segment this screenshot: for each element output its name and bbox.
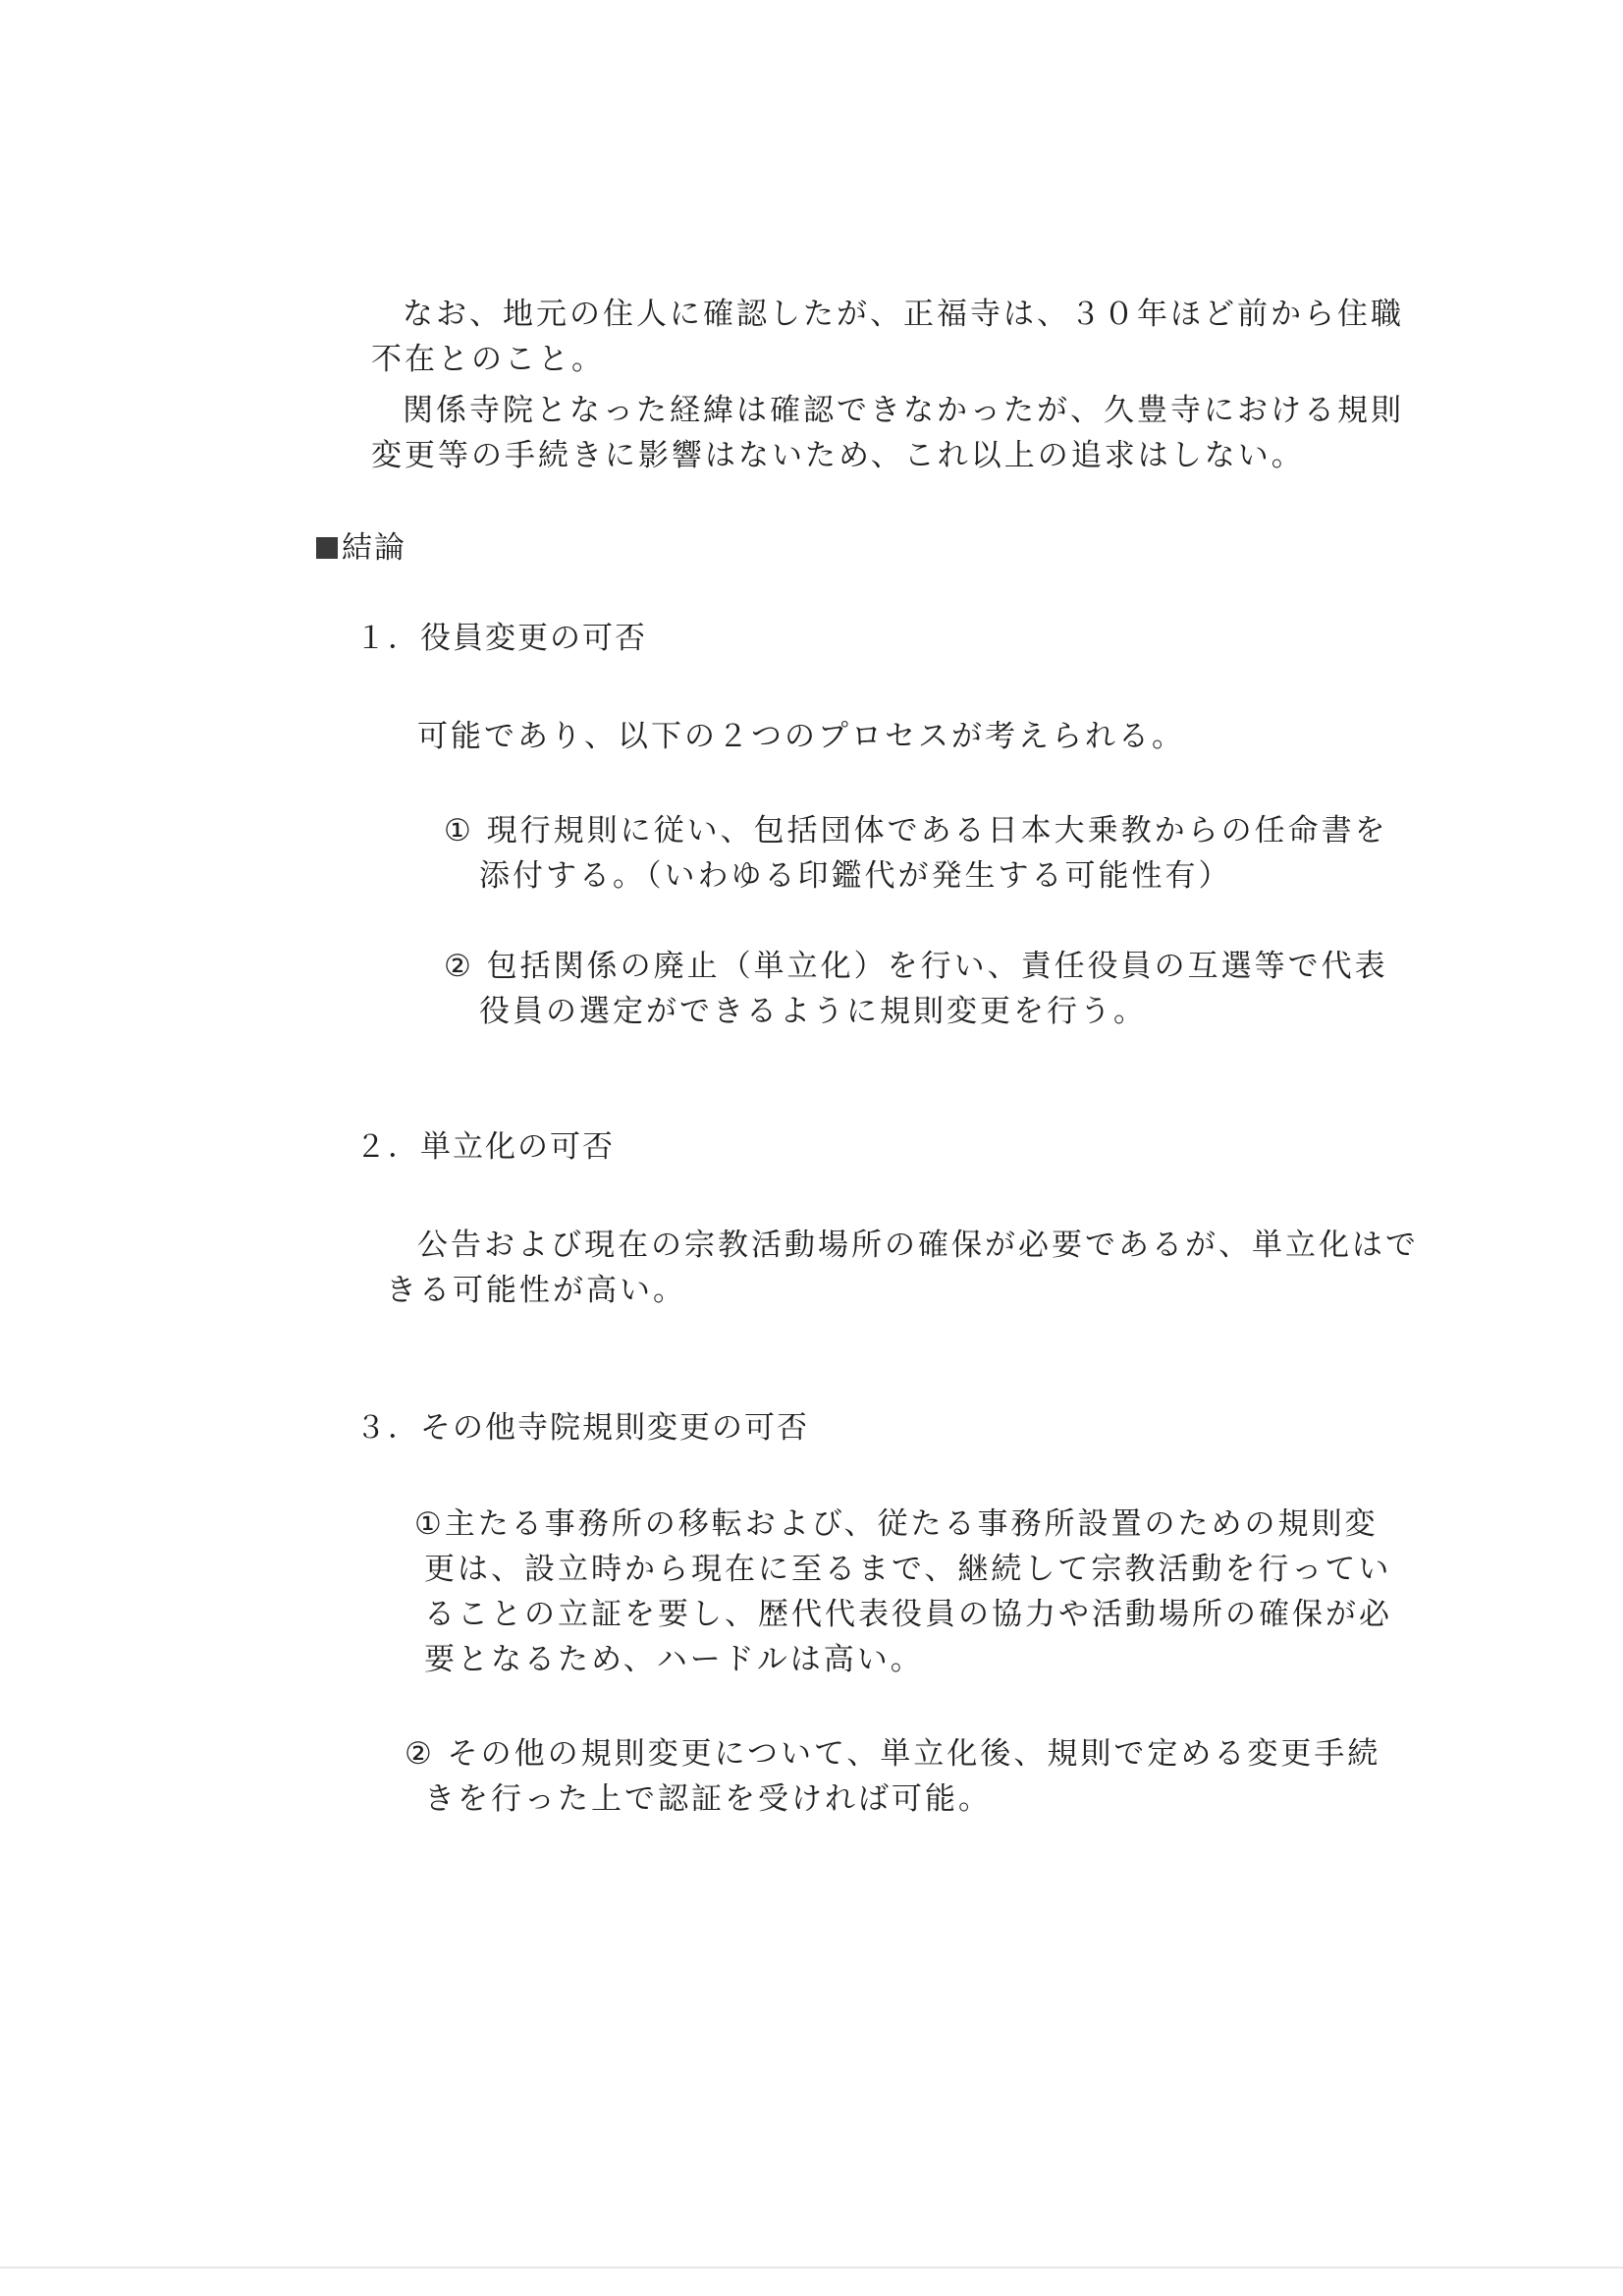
section-2-heading: ２．単立化の可否 xyxy=(355,1129,615,1165)
section-3-item-1-line-1: ①主たる事務所の移転および、従たる事務所設置のための規則変 xyxy=(414,1506,1379,1542)
section-3-item-2-line-1: ② その他の規則変更について、単立化後、規則で定める変更手続 xyxy=(405,1736,1381,1772)
section-3-item-1-line-3: ることの立証を要し、歴代代表役員の協力や活動場所の確保が必 xyxy=(424,1597,1392,1632)
intro-paragraph-1-line-1: なお、地元の住人に確認したが、正福寺は、３０年ほど前から住職 xyxy=(403,297,1404,332)
section-3-item-1-line-2: 更は、設立時から現在に至るまで、継続して宗教活動を行ってい xyxy=(424,1552,1392,1587)
section-1-item-1-line-2: 添付する。（いわゆる印鑑代が発生する可能性有） xyxy=(479,858,1232,894)
section-3-item-2-line-2: きを行った上で認証を受ければ可能。 xyxy=(424,1781,992,1817)
section-2-text-line-1: 公告および現在の宗教活動場所の確保が必要であるが、単立化はで xyxy=(417,1228,1419,1263)
black-square-bullet-icon xyxy=(316,537,338,559)
section-1-item-2-line-2: 役員の選定ができるように規則変更を行う。 xyxy=(479,994,1147,1029)
section-3-heading: ３．その他寺院規則変更の可否 xyxy=(355,1410,809,1446)
intro-paragraph-2-line-1: 関係寺院となった経緯は確認できなかったが、久豊寺における規則 xyxy=(403,393,1404,428)
conclusion-heading xyxy=(316,526,406,570)
scan-edge-line xyxy=(0,2267,1623,2269)
conclusion-title: 結論 xyxy=(342,530,406,566)
section-1-summary: 可能であり、以下の２つのプロセスが考えられる。 xyxy=(417,719,1185,754)
section-1-item-1-line-1: ① 現行規則に従い、包括団体である日本大乗教からの任命書を xyxy=(444,813,1388,848)
section-1-heading: １．役員変更の可否 xyxy=(355,621,647,656)
section-1-item-2-line-1: ② 包括関係の廃止（単立化）を行い、責任役員の互選等で代表 xyxy=(444,949,1388,984)
section-3-item-1-line-4: 要となるため、ハードルは高い。 xyxy=(424,1642,924,1677)
intro-paragraph-1-line-2: 不在とのこと。 xyxy=(371,342,605,377)
section-2-text-line-2: きる可能性が高い。 xyxy=(386,1273,686,1308)
intro-paragraph-2-line-2: 変更等の手続きに影響はないため、これ以上の追求はしない。 xyxy=(371,438,1305,473)
